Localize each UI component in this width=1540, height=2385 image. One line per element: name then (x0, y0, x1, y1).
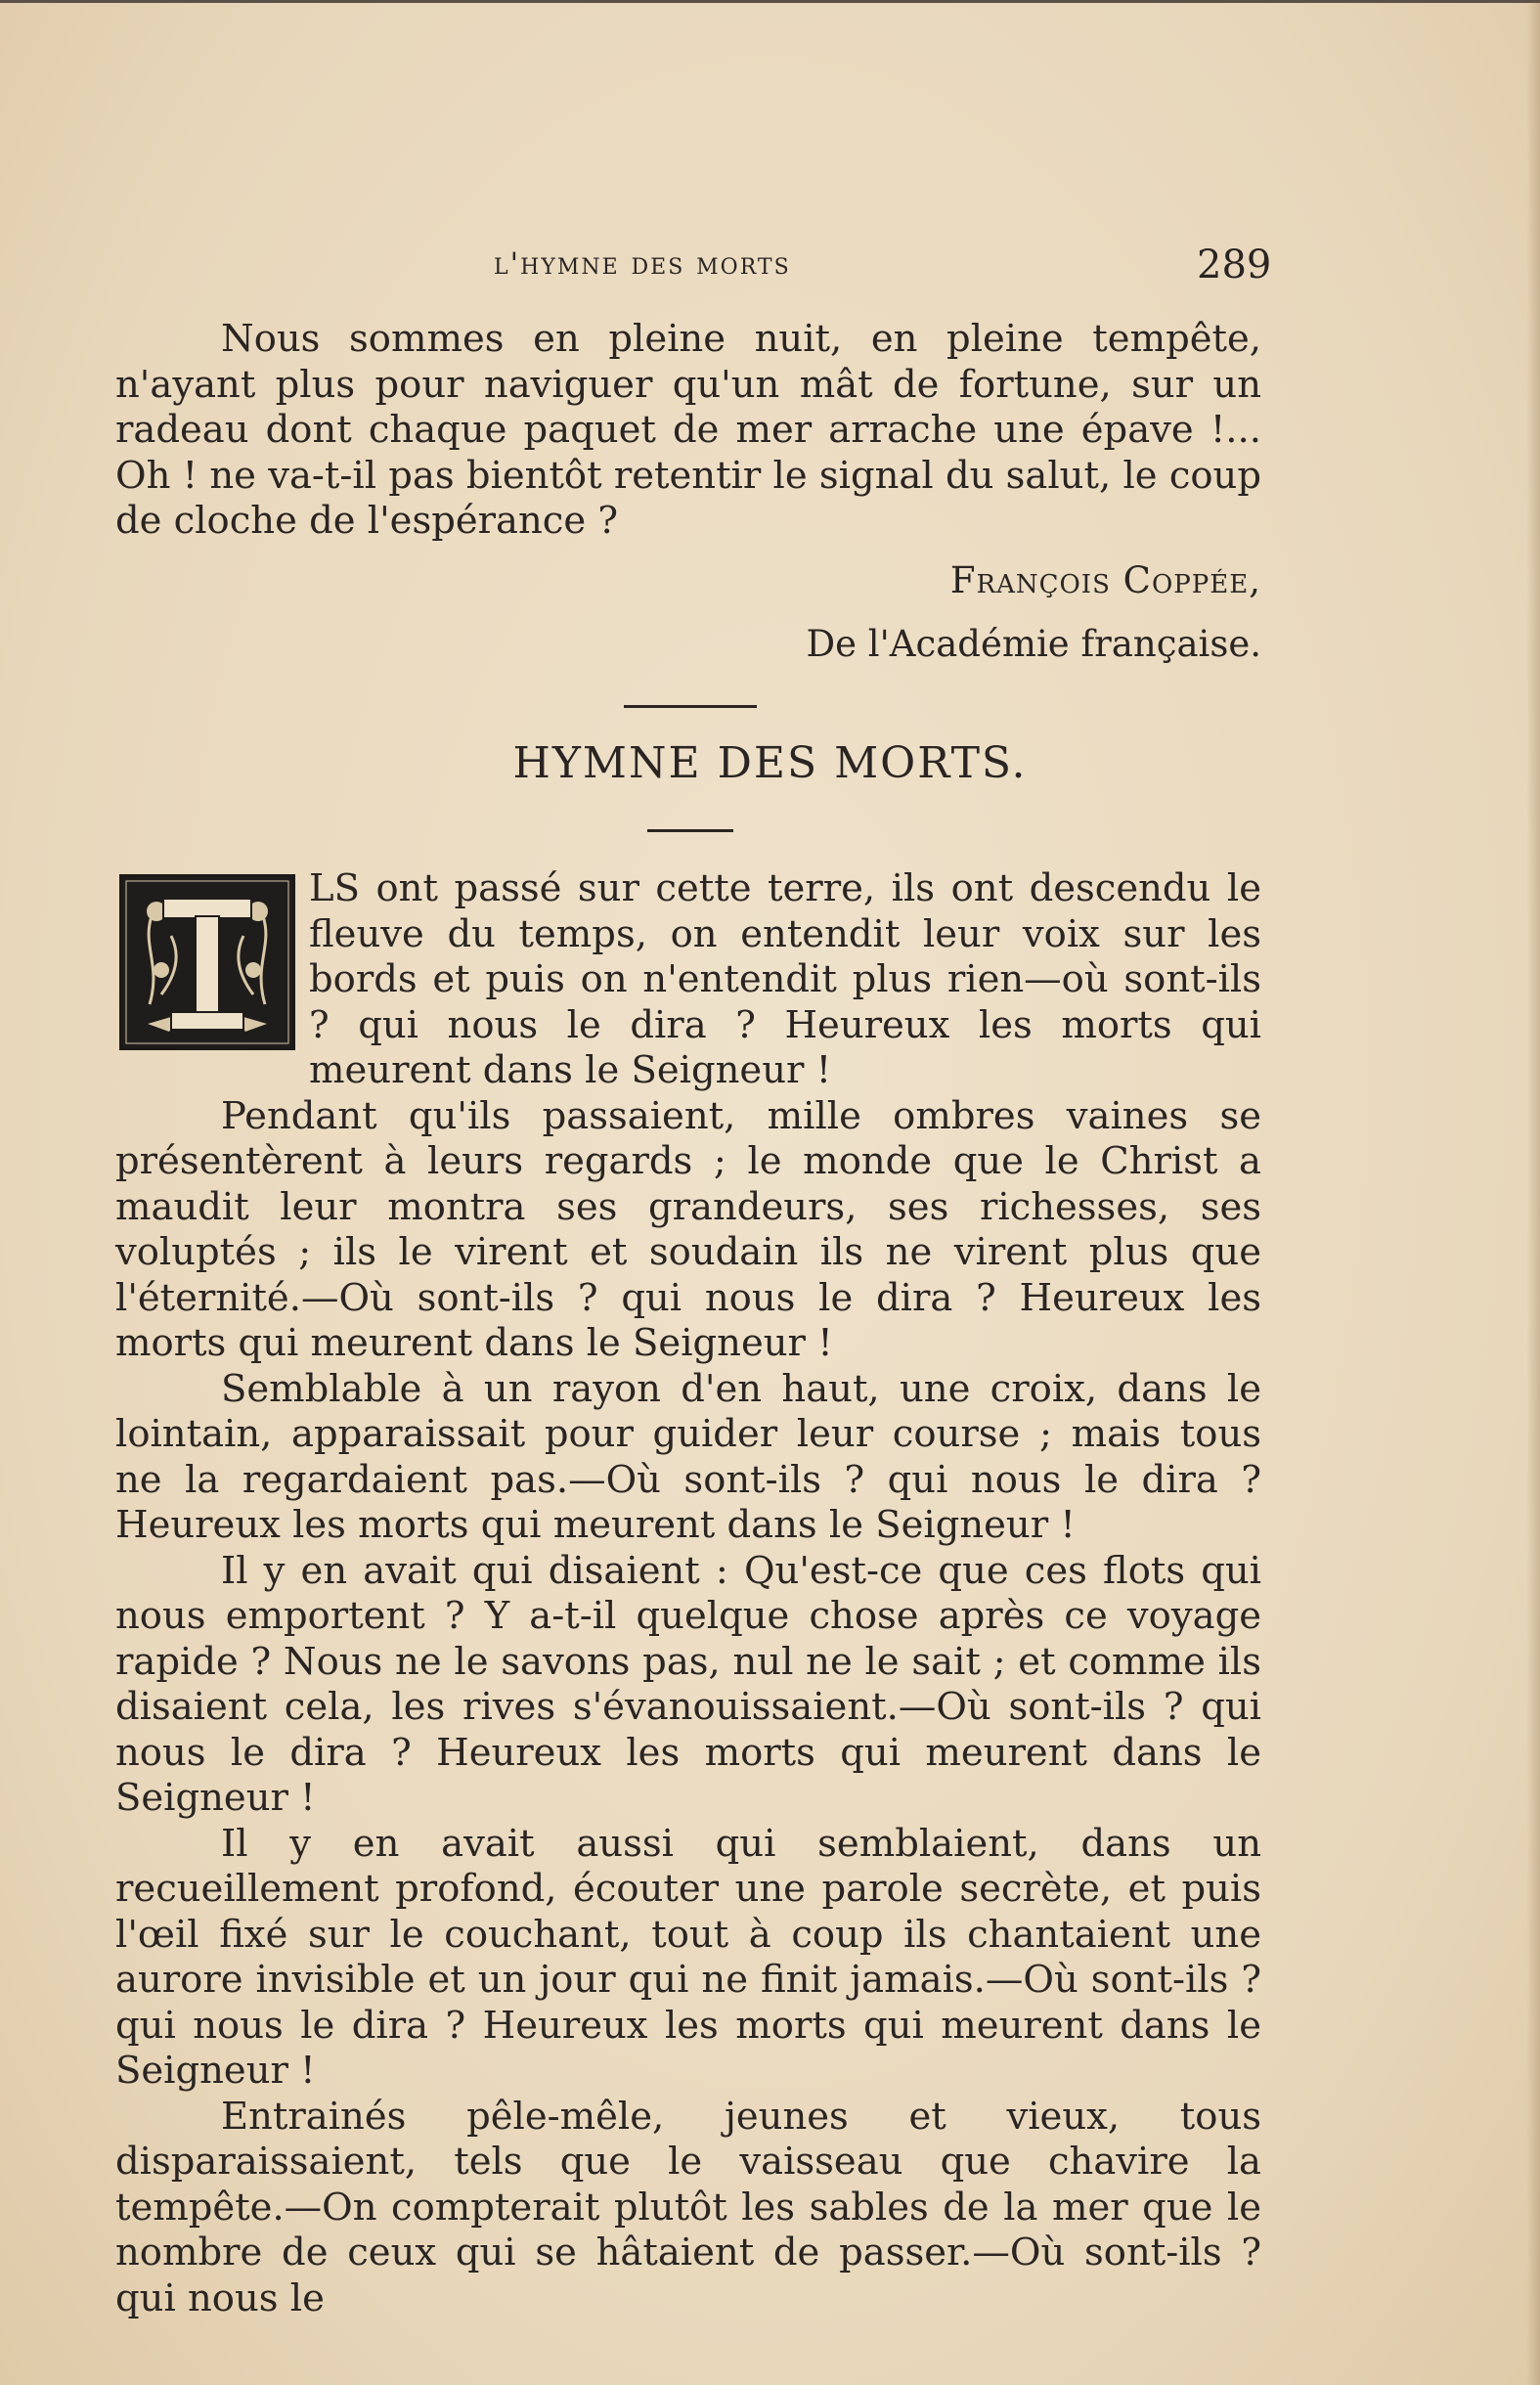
ornamental-initial-icon (119, 874, 295, 1050)
paragraph-3: Semblable à un rayon d'en haut, une croix, dans le lointain, apparaissait pour guider leur course ; mais tous ne la regardaient pas.—Où sont-ils ? qui nous le dira ? Heureux les morts qui meurent dans le Seigneur ! (115, 1366, 1261, 1547)
divider-rule-bottom (647, 829, 733, 832)
divider-rule-top (624, 705, 757, 708)
page-number: 289 (1197, 243, 1272, 287)
paragraph-6: Entrainés pêle-mêle, jeunes et vieux, tous disparaissaient, tels que le vaisseau que chavire la tempête.—On compterait plutôt les sables de la mer que le nombre de ceux qui se hâtaient de passer.—Où sont-ils ? qui nous le (115, 2094, 1261, 2320)
first-paragraph: LS ont passé sur cette terre, ils ont descendu le fleuve du temps, on entendit leur voix sur les bords et puis on n'entendit plus rien—où sont-ils ? qui nous le dira ? Heureux les morts qui meurent dans le Seigneur ! (309, 866, 1261, 1092)
scan-top-edge (0, 0, 1540, 3)
paragraph-2: Pendant qu'ils passaient, mille ombres vaines se présentèrent à leurs regards ; le monde que le Christ a maudit leur montra ses grandeurs, ses richesses, ses voluptés ; ils le virent et soudain ils ne virent plus que l'éternité.—Où sont-ils ? qui nous le dira ? Heureux les morts qui meurent dans le Seigneur ! (115, 1093, 1261, 1365)
quote-affiliation: De l'Académie française. (806, 623, 1261, 665)
epigraph-text: Nous sommes en pleine nuit, en pleine tempête, n'ayant plus pour naviguer qu'un mât de fortune, sur un radeau dont chaque paquet de mer arrache une épave !... Oh ! ne va-t-il pas bientôt retentir le signal du salut, le coup de cloche de l'espérance ? (115, 317, 1261, 543)
page-edge-shadow (1526, 0, 1540, 2385)
paragraph-5: Il y en avait aussi qui semblaient, dans un recueillement profond, écouter une parole secrète, et puis l'œil fixé sur le couchant, tout à coup ils chantaient une aurore invisible et un jour qui ne finit jamais.—Où sont-ils ? qui nous le dira ? Heureux les morts qui meurent dans le Seigneur ! (115, 1821, 1261, 2093)
hymn-body (115, 866, 1261, 2321)
paragraph-4: Il y en avait qui disaient : Qu'est-ce que ces flots qui nous emportent ? Y a-t-il quelque chose après ce voyage rapide ? Nous ne le savons pas, nul ne le sait ; et comme ils disaient cela, les rives s'évanouissaient.—Où sont-ils ? qui nous le dira ? Heureux les morts qui meurent dans le Seigneur ! (115, 1548, 1261, 1820)
epigraph-quote (115, 317, 1261, 545)
quote-author: François Coppée, (949, 559, 1261, 601)
section-title: HYMNE DES MORTS. (512, 738, 1028, 788)
running-head: l'hymne des morts (494, 246, 791, 282)
